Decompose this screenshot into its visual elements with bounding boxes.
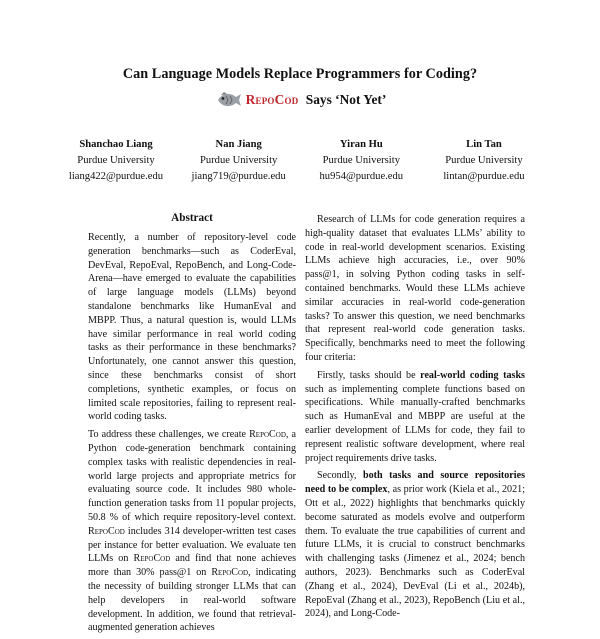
author-block [424, 137, 544, 185]
subtitle-rest: Says ‘Not Yet’ [302, 92, 387, 107]
abstract-heading: Abstract [171, 212, 213, 224]
text-run: and find that none achieves more than 30% pass@1 on [88, 553, 296, 579]
bold-text: real-world coding tasks [420, 369, 525, 381]
text-run: such as implementing complete functions based on specifications. While manually-crafted benchmarks such as HumanEval and MBPP are useful at the earlier development of LLMs for code, they fail to represent realistic software development, where real project requirements drive tasks. [305, 383, 525, 464]
author-block [179, 137, 299, 185]
abstract-paragraph [88, 428, 296, 635]
author-block [301, 137, 421, 185]
brand-name: RepoCod [211, 567, 249, 579]
author-name: Nan Jiang [215, 139, 262, 150]
paper-title: Can Language Models Replace Programmers for Coding? [122, 66, 478, 82]
paper-subtitle [0, 91, 600, 109]
fish-logo-icon [214, 91, 242, 109]
author-name: Lin Tan [466, 139, 502, 150]
intro-column [305, 213, 525, 625]
author-email[interactable]: lintan@purdue.edu [443, 171, 525, 182]
text-run: To address these challenges, we create [88, 429, 250, 441]
author-affiliation: Purdue University [77, 155, 155, 166]
intro-paragraph [305, 469, 525, 621]
author-list [56, 137, 544, 185]
text-run: , a Python code-generation benchmark containing complex tasks with realistic dependencies in real-world large projects and appropriate metrics for evaluating source code. It includes 980 whole-function generation tasks from 11 popular projects, 50.8 % of which require repository-level context. [88, 429, 296, 523]
intro-paragraph: Research of LLMs for code generation requires a high-quality dataset that evaluates LLMs’ ability to code in real-world development scenarios. Existing LLMs achieve high accuracies, i.e., over 90% pass@1, in solving Python coding tasks in self-contained benchmarks. Would these LLMs achieve similar accuracies in real-world code-generation tasks? To answer this question, we need benchmarks that represent real-world code generation tasks. Specifically, benchmarks need to meet the following four criteria: [305, 214, 525, 363]
author-email[interactable]: hu954@purdue.edu [319, 171, 404, 182]
author-name: Shanchao Liang [79, 139, 153, 150]
author-name: Yiran Hu [339, 139, 383, 150]
abstract-paragraph: Recently, a number of repository-level code generation benchmarks—such as CoderEval, DevEval, RepoEval, RepoBench, and Long-Code-Arena—have emerged to evaluate the capabilities of large language models (LLMs) beyond standalone benchmarks like HumanEval and MBPP. Thus, a natural question is, would LLMs have similar performance in real world coding tasks as their performance in these benchmarks? Unfortunately, one cannot answer this question, since these benchmarks consist of short completions, synthetic examples, or focus on limited scale repositories, failing to represent real-world coding tasks. [88, 232, 296, 423]
author-affiliation: Purdue University [199, 155, 278, 166]
author-affiliation: Purdue University [322, 155, 400, 166]
abstract-column [88, 231, 296, 639]
text-run: includes 314 developer-written test cases per instance for better evaluation. We evaluate ten LLMs on [88, 525, 296, 565]
brand-name: RepoCod [133, 553, 171, 565]
text-run: , indicating the necessity of building stronger LLMs that can help developers in real-world software development. In addition, we found that retrieval-augmented generation achieves [88, 567, 296, 634]
author-block [56, 137, 176, 185]
text-run: Firstly, tasks should be [317, 369, 421, 381]
text-run: Secondly, [317, 470, 363, 482]
author-email[interactable]: liang422@purdue.edu [68, 171, 164, 182]
author-email[interactable]: jiang719@purdue.edu [191, 171, 286, 182]
subtitle-brand: RepoCod [245, 92, 299, 107]
brand-name: RepoCod [88, 525, 125, 537]
brand-name: RepoCod [249, 429, 286, 441]
author-affiliation: Purdue University [445, 155, 523, 166]
bold-text: both tasks and source repositories need to be complex [305, 470, 525, 496]
text-run: , as prior work (Kiela et al., 2021; Ott et al., 2022) highlights that benchmarks quickly become saturated as models evolve and outperform them. To evaluate the true capabilities of current and future LLMs, it is crucial to construct benchmarks with challenging tasks (Jimenez et al., 2024; bench authors, 2023). Benchmarks such as CoderEval (Zhang et al., 2024), DevEval (Li et al., 2024b), RepoEval (Zhang et al., 2023), RepoBench (Liu et al., 2024), and Long-Code- [305, 484, 526, 620]
intro-paragraph [305, 369, 525, 466]
